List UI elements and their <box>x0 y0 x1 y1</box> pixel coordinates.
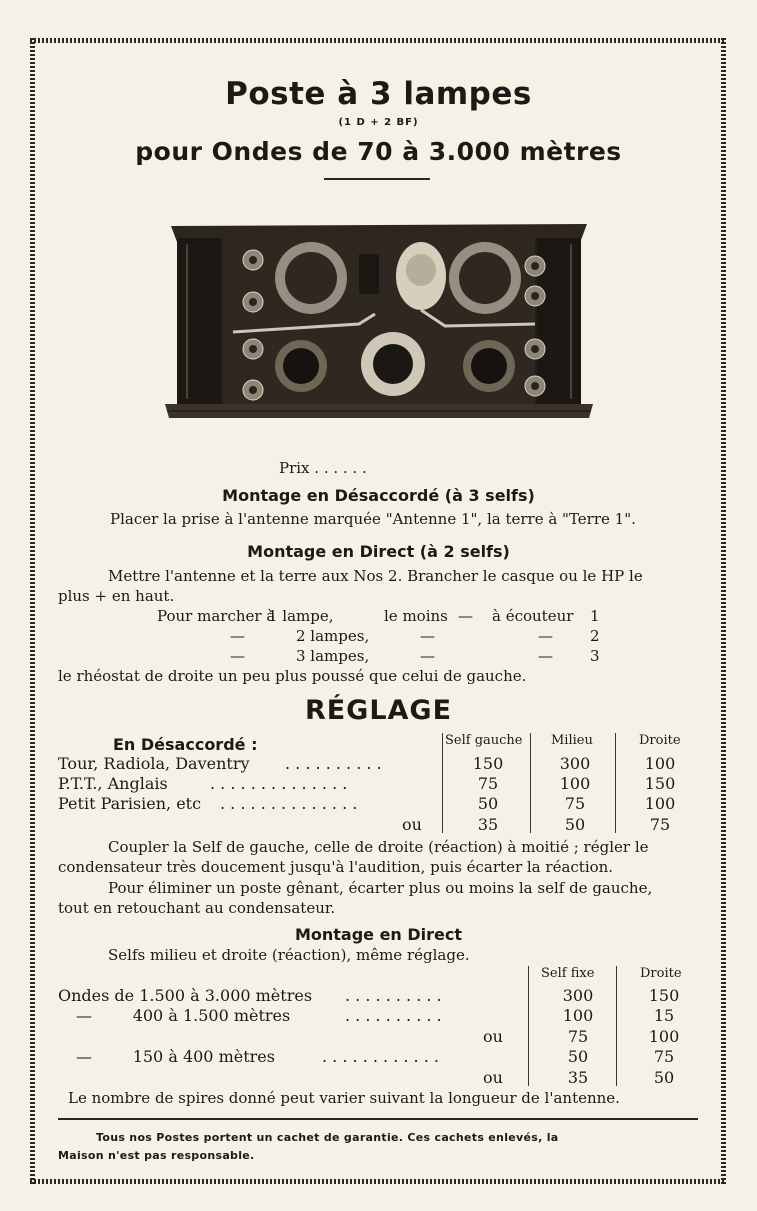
lamp-row-tail: à écouteur <box>492 607 574 625</box>
lamp-row-n: 1 <box>590 607 600 625</box>
direct-line2: plus + en haut. <box>58 587 175 605</box>
lamp-row-prefix: Pour marcher à <box>157 607 276 625</box>
radio-receiver-icon <box>163 214 595 424</box>
table-cell: 75 <box>477 774 499 793</box>
table-cell: 100 <box>644 754 676 773</box>
desaccorde-heading: Montage en Désaccordé (à 3 selfs) <box>222 486 535 505</box>
lamp-row-tail: — <box>538 647 553 665</box>
lamp-row-prefix: — <box>230 627 245 645</box>
reglage-title: RÉGLAGE <box>304 695 453 726</box>
lamp-row-mid: le moins <box>384 607 448 625</box>
reglage-direct-text: Selfs milieu et droite (réaction), même réglage. <box>108 946 470 964</box>
table-cell: 50 <box>564 815 586 834</box>
table-cell: 50 <box>653 1068 675 1087</box>
table-row-label: Petit Parisien, etc <box>58 794 202 813</box>
lamp-row-n: 3 <box>590 647 600 665</box>
wave-range: pour Ondes de 70 à 3.000 mètres <box>135 137 622 166</box>
table-cell: 75 <box>567 1027 589 1046</box>
lamp-row-mid: — <box>420 627 435 645</box>
lamp-row-prefix: — <box>230 647 245 665</box>
page-title: Poste à 3 lampes <box>225 76 532 112</box>
lamp-row-mid: — <box>420 647 435 665</box>
table-cell: 150 <box>472 754 504 773</box>
table-cell: 300 <box>559 754 591 773</box>
table-row-label: — 150 à 400 mètres <box>76 1047 275 1066</box>
table-row-label: Tour, Radiola, Daventry <box>58 754 250 773</box>
reglage-note: Le nombre de spires donné peut varier suivant la longueur de l'antenne. <box>68 1089 620 1107</box>
table-row-dots: . . . . . . . . . . <box>345 1006 442 1025</box>
table-row-dots: . . . . . . . . . . <box>285 754 382 773</box>
table-row-label: ou <box>483 1027 503 1046</box>
column-header: Droite <box>639 733 681 748</box>
table-row-dots: . . . . . . . . . . . . <box>322 1047 439 1066</box>
direct-heading: Montage en Direct (à 2 selfs) <box>247 542 510 561</box>
table-cell: 300 <box>562 986 594 1005</box>
reglage-para2-line1: Pour éliminer un poste gênant, écarter plus ou moins la self de gauche, <box>108 879 653 897</box>
table-cell: 100 <box>559 774 591 793</box>
table-cell: 100 <box>562 1006 594 1025</box>
table-row-label: ou <box>483 1068 503 1087</box>
table-cell: 100 <box>648 1027 680 1046</box>
reglage-para1-line1: Coupler la Self de gauche, celle de droite (réaction) à moitié ; régler le <box>108 838 649 856</box>
lamp-row-n: 2 <box>590 627 600 645</box>
table-row-dots: . . . . . . . . . . . . . . <box>220 794 358 813</box>
desaccorde-text: Placer la prise à l'antenne marquée "Antenne 1", la terre à "Terre 1". <box>110 510 636 528</box>
table-row-label: ou <box>402 815 422 834</box>
reglage-para1-line2: condensateur très doucement jusqu'à l'audition, puis écarter la réaction. <box>58 858 614 876</box>
table-cell: 75 <box>564 794 586 813</box>
column-header: Self gauche <box>445 733 523 748</box>
table-row-label: P.T.T., Anglais <box>58 774 168 793</box>
reglage-para2-line2: tout en retouchant au condensateur. <box>58 899 336 917</box>
table-cell: 150 <box>648 986 680 1005</box>
lamp-row-dash: — <box>458 607 473 625</box>
table-cell: 35 <box>567 1068 589 1087</box>
reglage-desaccorde-label: En Désaccordé : <box>113 735 258 754</box>
table-cell: 50 <box>477 794 499 813</box>
table-cell: 75 <box>653 1047 675 1066</box>
footer-line1: Tous nos Postes portent un cachet de garantie. Ces cachets enlevés, la <box>96 1131 559 1144</box>
direct-line1: Mettre l'antenne et la terre aux Nos 2. Brancher le casque ou le HP le <box>108 567 643 585</box>
table-cell: 75 <box>649 815 671 834</box>
lamp-row-count: 3 lampes, <box>296 647 370 665</box>
lamp-row-count: 1 lampe, <box>268 607 334 625</box>
title-divider <box>324 178 430 180</box>
footer-divider <box>58 1118 698 1120</box>
table-row-label: — 400 à 1.500 mètres <box>76 1006 291 1025</box>
column-header: Self fixe <box>541 966 595 981</box>
table-row-label: Ondes de 1.500 à 3.000 mètres <box>58 986 313 1005</box>
table-cell: 100 <box>644 794 676 813</box>
table-cell: 150 <box>644 774 676 793</box>
table-cell: 50 <box>567 1047 589 1066</box>
lamp-row-tail: — <box>538 627 553 645</box>
reglage-direct-heading: Montage en Direct <box>294 925 463 944</box>
table-cell: 35 <box>477 815 499 834</box>
column-header: Droite <box>640 966 682 981</box>
table-row-dots: . . . . . . . . . . . . . . <box>210 774 348 793</box>
column-header: Milieu <box>551 733 593 748</box>
table-row-dots: . . . . . . . . . . <box>345 986 442 1005</box>
footer-line2: Maison n'est pas responsable. <box>58 1149 255 1162</box>
lamp-row-count: 2 lampes, <box>296 627 370 645</box>
table-cell: 15 <box>653 1006 675 1025</box>
price-label: Prix . . . . . . <box>279 459 367 477</box>
direct-line3: le rhéostat de droite un peu plus poussé que celui de gauche. <box>58 667 527 685</box>
page-subtitle: (1 D + 2 BF) <box>338 117 419 128</box>
